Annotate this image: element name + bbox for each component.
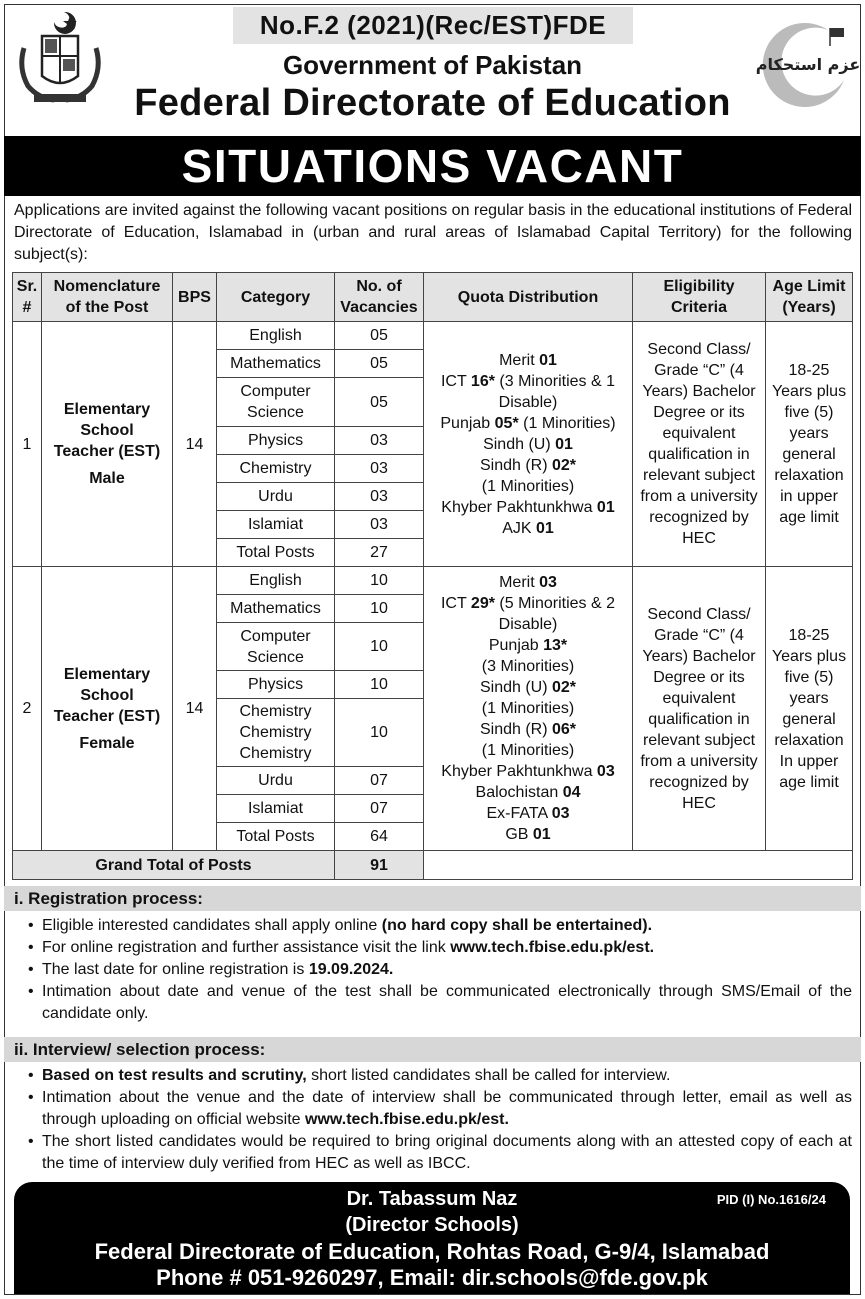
header-vacancies: No. of Vacancies xyxy=(335,273,424,322)
directorate-title: Federal Directorate of Education xyxy=(134,82,731,124)
list-item: • Based on test results and scrutiny, short listed candidates shall be called for interview. xyxy=(16,1065,852,1087)
government-title: Government of Pakistan xyxy=(282,50,583,80)
list-item: • Intimation about the venue and the date of interview shall be communicated through letter, email as well as through uploading on official website www.tech.fbise.edu.pk/est. xyxy=(16,1087,852,1131)
table-header-row xyxy=(13,273,853,322)
header-category: Category xyxy=(217,273,335,322)
table-row: Total Posts 27 xyxy=(13,539,853,567)
vacancy-table xyxy=(12,272,853,880)
vacancy-cell: 05 xyxy=(335,322,424,350)
table-row: Computer Science 05 xyxy=(13,378,853,427)
contact-details: Phone # 051-9260297, Email: dir.schools@fde.gov.pk xyxy=(156,1265,708,1290)
header-post: Nomenclature of the Post xyxy=(42,273,173,322)
list-item: • The last date for online registration is 19.09.2024. xyxy=(16,959,852,981)
table-row: Physics 10 xyxy=(13,671,853,699)
quota-cell: Merit 01 ICT 16* (3 Minorities & 1 Disable) Punjab 05* (1 Minorities) Sindh (U) 01 Sindh (R) 02* (1 Minorities) Khyber Pakhtunkhwa 01 AJK 01 xyxy=(424,322,633,567)
list-item: • For online registration and further assistance visit the link www.tech.fbise.edu.pk/est. xyxy=(16,937,852,959)
category-cell: English xyxy=(217,567,335,595)
header-sr: Sr. # xyxy=(13,273,42,322)
age-cell: 18-25 Years plus five (5) years general relaxation In upper age limit xyxy=(766,567,853,851)
table-row: Total Posts 64 xyxy=(13,823,853,851)
situations-vacant-banner: SITUATIONS VACANT xyxy=(4,136,861,196)
table-row: Urdu 03 xyxy=(13,483,853,511)
list-item: • Eligible interested candidates shall apply online (no hard copy shall be entertained). xyxy=(16,915,852,937)
quota-cell: Merit 03 ICT 29* (5 Minorities & 2 Disable) Punjab 13* (3 Minorities) Sindh (U) 02* (1 Minorities) Sindh (R) 06* (1 Minorities) Khyber Pakhtunkhwa 03 Balochistan 04 Ex-FATA 03 GB 01 xyxy=(424,567,633,851)
table-row: Islamiat 07 xyxy=(13,795,853,823)
category-cell: English xyxy=(217,322,335,350)
svg-text:عزم استحکام: عزم استحکام xyxy=(755,55,861,74)
reference-number: No.F.2 (2021)(Rec/EST)FDE xyxy=(233,7,633,44)
vacancy-cell: 10 xyxy=(335,567,424,595)
director-name: Dr. Tabassum Naz xyxy=(346,1188,518,1210)
table-row xyxy=(13,567,853,595)
sr-cell: 2 xyxy=(13,567,42,851)
post-cell: Elementary School Teacher (EST) Male xyxy=(42,322,173,567)
intro-paragraph: Applications are invited against the following vacant positions on regular basis in the educational institutions of Federal Directorate of Education, Islamabad in (urban and rural areas of Islamabad Capital Territory) for the following subject(s): xyxy=(14,202,852,263)
table-row: Urdu 07 xyxy=(13,767,853,795)
pid-number: PID (I) No.1616/24 xyxy=(716,1192,826,1207)
header-quota: Quota Distribution xyxy=(424,273,633,322)
age-cell: 18-25 Years plus five (5) years general relaxation in upper age limit xyxy=(766,322,853,567)
header-age: Age Limit (Years) xyxy=(766,273,853,322)
table-row xyxy=(13,322,853,350)
table-row: Mathematics 05 xyxy=(13,350,853,378)
office-address: Federal Directorate of Education, Rohtas Road, G-9/4, Islamabad xyxy=(94,1239,770,1264)
director-designation: (Director Schools) xyxy=(345,1214,519,1236)
table-row: Islamiat 03 xyxy=(13,511,853,539)
list-item: • Intimation about date and venue of the test shall be communicated electronically through SMS/Email of the candidate only. xyxy=(16,981,852,1025)
interview-list xyxy=(16,1065,852,1175)
post-cell: Elementary School Teacher (EST) Female xyxy=(42,567,173,851)
table-row: Computer Science 10 xyxy=(13,623,853,671)
grand-total-label: Grand Total of Posts xyxy=(13,851,335,880)
registration-heading: i. Registration process: xyxy=(4,886,861,911)
header-bps: BPS xyxy=(173,273,217,322)
table-row: Chemistry 03 xyxy=(13,455,853,483)
bps-cell: 14 xyxy=(173,322,217,567)
header-eligibility: Eligibility Criteria xyxy=(633,273,766,322)
sr-cell: 1 xyxy=(13,322,42,567)
grand-total-value: 91 xyxy=(335,851,424,880)
table-row: Mathematics 10 xyxy=(13,595,853,623)
interview-heading: ii. Interview/ selection process: xyxy=(4,1037,861,1062)
list-item: • The short listed candidates would be required to bring original documents along with an attested copy of each at the time of interview duly verified from HEC as well as IBCC. xyxy=(16,1131,852,1175)
registration-list xyxy=(16,915,852,1025)
contact-footer xyxy=(14,1182,850,1294)
table-row: Chemistry Chemistry Chemistry 10 xyxy=(13,699,853,767)
eligibility-cell: Second Class/ Grade “C” (4 Years) Bachelor Degree or its equivalent qualification in relevant subject from a university recognized by HEC xyxy=(633,567,766,851)
table-row: Physics 03 xyxy=(13,427,853,455)
grand-total-row xyxy=(13,851,853,880)
bps-cell: 14 xyxy=(173,567,217,851)
eligibility-cell: Second Class/ Grade “C” (4 Years) Bachelor Degree or its equivalent qualification in relevant subject from a university recognized by HEC xyxy=(633,322,766,567)
